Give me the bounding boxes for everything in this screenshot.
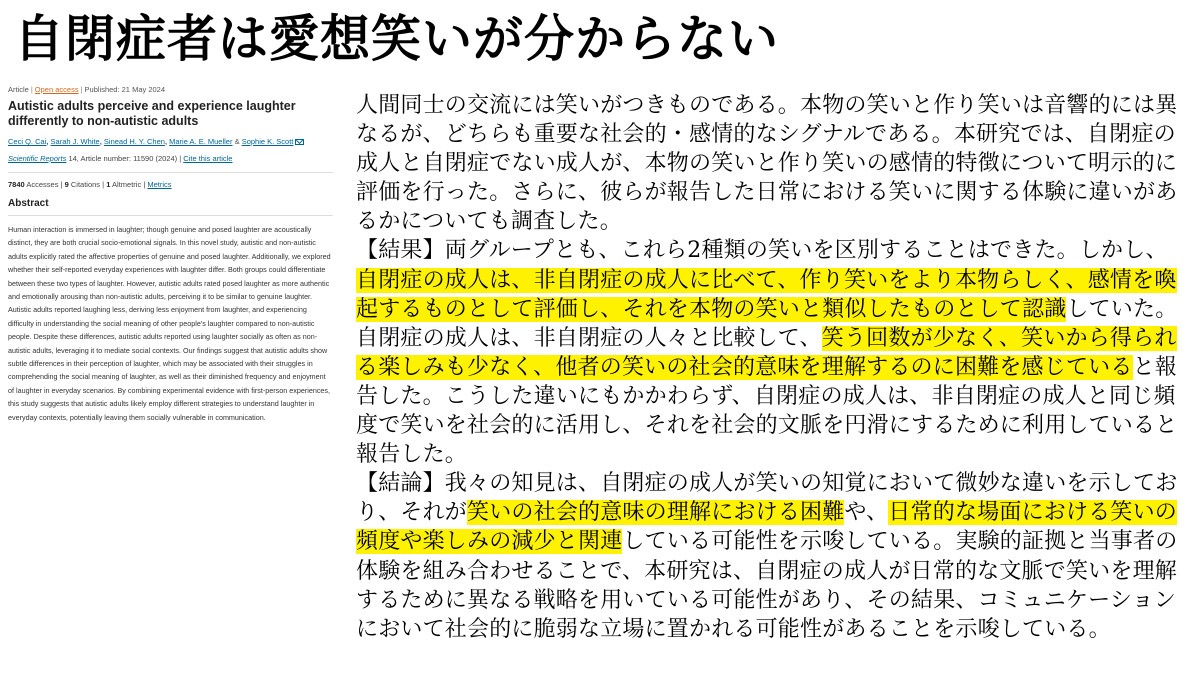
results-text: と報告した。こうした違いにもかかわらず、自閉症の成人は、非自閉症の成人と同じ頻度で笑いを社会的に活用し、それを社会的文脈を円滑にするために利用していると報告した。 bbox=[356, 354, 1178, 468]
metrics-link[interactable]: Metrics bbox=[147, 180, 172, 189]
altmetric-count: 1 bbox=[106, 180, 111, 189]
summary-intro: 人間同士の交流には笑いがつきものである。本物の笑いと作り笑いは音響的には異なるが、どちらも重要な社会的・感情的なシグナルである。本研究では、自閉症の成人と自閉症でない成人が、本物の笑いと作り笑いの感情的特徴について明示的に評価を行った。さらに、彼らが報告した日常における笑いに関する体験に違いがあるかについても調査した。 bbox=[356, 93, 1178, 235]
citations-count: 9 bbox=[64, 180, 69, 189]
conclusion-highlight: 日常的な場面における笑いの頻度や楽しみの減少と関連 bbox=[356, 500, 1177, 555]
summary-conclusion bbox=[356, 469, 1186, 644]
abstract-heading: Abstract bbox=[8, 198, 49, 209]
author-link[interactable]: Marie A. E. Mueller bbox=[169, 137, 233, 146]
abstract-text: Human interaction is immersed in laughter; though genuine and posed laughter are acoustically distinct, they are both crucial socio-emotional signals. In this novel study, autistic and non-autistic adults explicitly rated the affective properties of genuine and posed laughter. Additionally, we explored whether their self-reported everyday experiences with laughter differ. Both groups could differentiate between these two types of laughter. However, autistic adults rated posed laughter as more authentic and emotionally arousing than non-autistic adults, perceiving it to be similar to genuine laughter. Autistic adults reported laughing less, deriving less enjoyment from laughter, and experiencing difficulty in understanding the social meaning of other people's laughter compared to non-autistic people. Despite these differences, autistic adults reported using laughter socially as often as non-autistic adults, leveraging it to mediate social contexts. Our findings suggest that autistic adults show subtle differences in their perception of laughter, which may be associated with their struggles in comprehending the social meaning of laughter, as well as their diminished frequency and enjoyment of laughter in everyday scenarios. By combining experimental evidence with first-person experiences, this study suggests that autistic adults likely employ different strategies to understand laughter in everyday contexts, potentially leaving them socially vulnerable in communication. bbox=[8, 225, 331, 422]
summary-results bbox=[356, 236, 1186, 469]
divider bbox=[8, 172, 333, 173]
author-link[interactable]: Ceci Q. Cai bbox=[8, 137, 47, 146]
open-access-link[interactable]: Open access bbox=[34, 85, 79, 94]
citations-label: Citations bbox=[70, 180, 101, 189]
altmetric-label: Altmetric bbox=[112, 180, 142, 189]
results-highlight: 笑う回数が少なく、笑いから得られる楽しみも少なく、他者の笑いの社会的意味を理解するのに困難を感じている bbox=[356, 325, 1177, 380]
conclusion-text: 【結論】我々の知見は、自閉症の成人が笑いの知覚において微妙な違いを示しており、それが bbox=[356, 471, 1178, 526]
cite-link[interactable]: Cite this article bbox=[183, 154, 233, 163]
published-date: Published: 21 May 2024 bbox=[84, 85, 166, 94]
results-highlight: 自閉症の成人は、非自閉症の成人に比べて、作り笑いをより本物らしく、感情を喚起するものとして評価し、それを本物の笑いと類似したものとして認識 bbox=[356, 267, 1177, 322]
author-link[interactable]: Sinead H. Y. Chen bbox=[103, 137, 165, 146]
article-meta: Article | Open access | Published: 21 May 2024 bbox=[8, 85, 166, 94]
journal-info: Scientific Reports 14, Article number: 11590 (2024) | Cite this article bbox=[8, 154, 233, 163]
author-list: Ceci Q. Cai, Sarah J. White, Sinead H. Y. Chen, Marie A. E. Mueller & Sophie K. Scott bbox=[8, 136, 333, 147]
author-ampersand: & bbox=[234, 137, 240, 146]
japanese-summary bbox=[356, 91, 1186, 644]
mail-icon[interactable] bbox=[295, 139, 304, 145]
accesses-label: Accesses bbox=[26, 180, 59, 189]
article-snippet bbox=[8, 84, 333, 424]
article-number: 14, Article number: 11590 (2024) bbox=[68, 154, 178, 163]
article-type: Article bbox=[8, 85, 29, 94]
conclusion-text: している可能性を示唆している。実験的証拠と当事者の体験を組み合わせることで、本研究は、自閉症の成人が日常的な文脈で笑いを理解するために異なる戦略を用いている可能性があり、その結果、コミュニケーションにおいて社会的に脆弱な立場に置かれる可能性があることを示唆している。 bbox=[356, 529, 1178, 642]
journal-link[interactable]: Scientific Reports bbox=[8, 154, 67, 163]
conclusion-text: や、 bbox=[844, 500, 889, 526]
article-title: Autistic adults perceive and experience laughter differently to non-autistic adults bbox=[8, 99, 296, 128]
results-text: 【結果】両グループとも、これら2種類の笑いを区別することはできた。しかし、 bbox=[356, 238, 1168, 264]
conclusion-highlight: 笑いの社会的意味の理解における困難 bbox=[467, 500, 845, 526]
author-link[interactable]: Sophie K. Scott bbox=[241, 137, 294, 146]
results-text: していた。自閉症の成人は、非自閉症の人々と比較して、 bbox=[356, 296, 1178, 351]
abstract-divider bbox=[8, 215, 333, 216]
slide-title: 自閉症者は愛想笑いが分からない bbox=[14, 10, 779, 68]
article-metrics: 7840 Accesses | 9 Citations | 1 Altmetric | Metrics bbox=[8, 180, 172, 189]
author-link[interactable]: Sarah J. White bbox=[50, 137, 100, 146]
accesses-count: 7840 bbox=[8, 180, 25, 189]
